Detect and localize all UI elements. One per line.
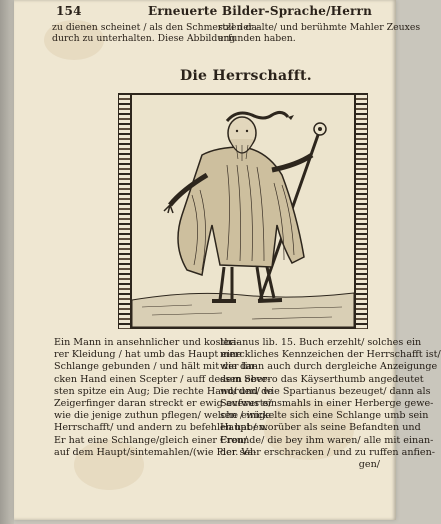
text-line: Freunde/ die bey ihm waren/ alle mit einan- bbox=[220, 434, 434, 446]
text-line: wie die jenige zuthun pflegen/ welche einige bbox=[54, 410, 271, 422]
text-line: sen / wickelte sich eine Schlange umb sein bbox=[220, 410, 429, 422]
text-line: rer Kleidung / hat umb das Haupt eine bbox=[54, 349, 242, 361]
text-line: Ein Mann in ansehnlicher und kostba- bbox=[54, 337, 240, 348]
text-line: sten spitze ein Aug; Die rechte Hand/ und de bbox=[54, 385, 273, 397]
ornamental-border-right bbox=[354, 93, 368, 329]
page-number: 154 bbox=[56, 4, 82, 18]
illustration-frame bbox=[130, 93, 356, 329]
text-line: dem Severo das Käyserthumb angedeutet bbox=[220, 373, 424, 385]
text-line: Er hat eine Schlange/gleich einer Cron/ bbox=[54, 434, 248, 446]
woodcut-figure-illustration bbox=[132, 95, 354, 327]
text-line: Severus einsmahls in einer Herberge gewe- bbox=[220, 398, 434, 410]
text-line: Haupt / worüber als seine Befandten und bbox=[220, 422, 421, 434]
text-line: gen/ bbox=[358, 459, 380, 471]
text-line: Herrschafft/ und andern zu befehlen haben. bbox=[54, 422, 268, 434]
running-title: Erneuerte Bilder-Sprache/Herrn bbox=[148, 4, 372, 18]
text-line: Zeigerfinger daran streckt er ewig aufwerts/ bbox=[54, 398, 272, 410]
top-text-left-2: durch zu unterhalten. Diese Abbildung bbox=[52, 33, 236, 44]
text-line: Schlange gebunden / und hält mit der lin- bbox=[54, 361, 258, 373]
top-text-left-1: zu dienen scheinet / als den Schmertzen da- bbox=[52, 22, 261, 33]
top-text-right-2: erfunden haben. bbox=[218, 33, 296, 44]
body-right-column bbox=[220, 337, 441, 471]
text-line: cken Hand einen Scepter / auff dessen ober- bbox=[54, 373, 271, 385]
section-title: Die Herrschafft. bbox=[180, 68, 312, 84]
text-line: auf dem Haupt/sintemahlen/(wie Pier. Va- bbox=[54, 446, 257, 458]
text-line: der sehr erschracken / und zu ruffen anfien- bbox=[220, 446, 436, 458]
page-edge bbox=[0, 0, 14, 524]
text-line: merckliches Kennzeichen der Herrschafft ist/ bbox=[220, 349, 441, 361]
top-text-right-1: soll der alte/ und berühmte Mahler Zeuxes bbox=[218, 22, 421, 33]
text-line: lerianus lib. 15. Buch erzehlt/ solches ein bbox=[220, 337, 422, 348]
text-line: worden/ wie Spartianus bezeuget/ dann als bbox=[220, 385, 431, 397]
text-line: wie dann auch durch dergleiche Anzeigunge bbox=[220, 361, 438, 373]
